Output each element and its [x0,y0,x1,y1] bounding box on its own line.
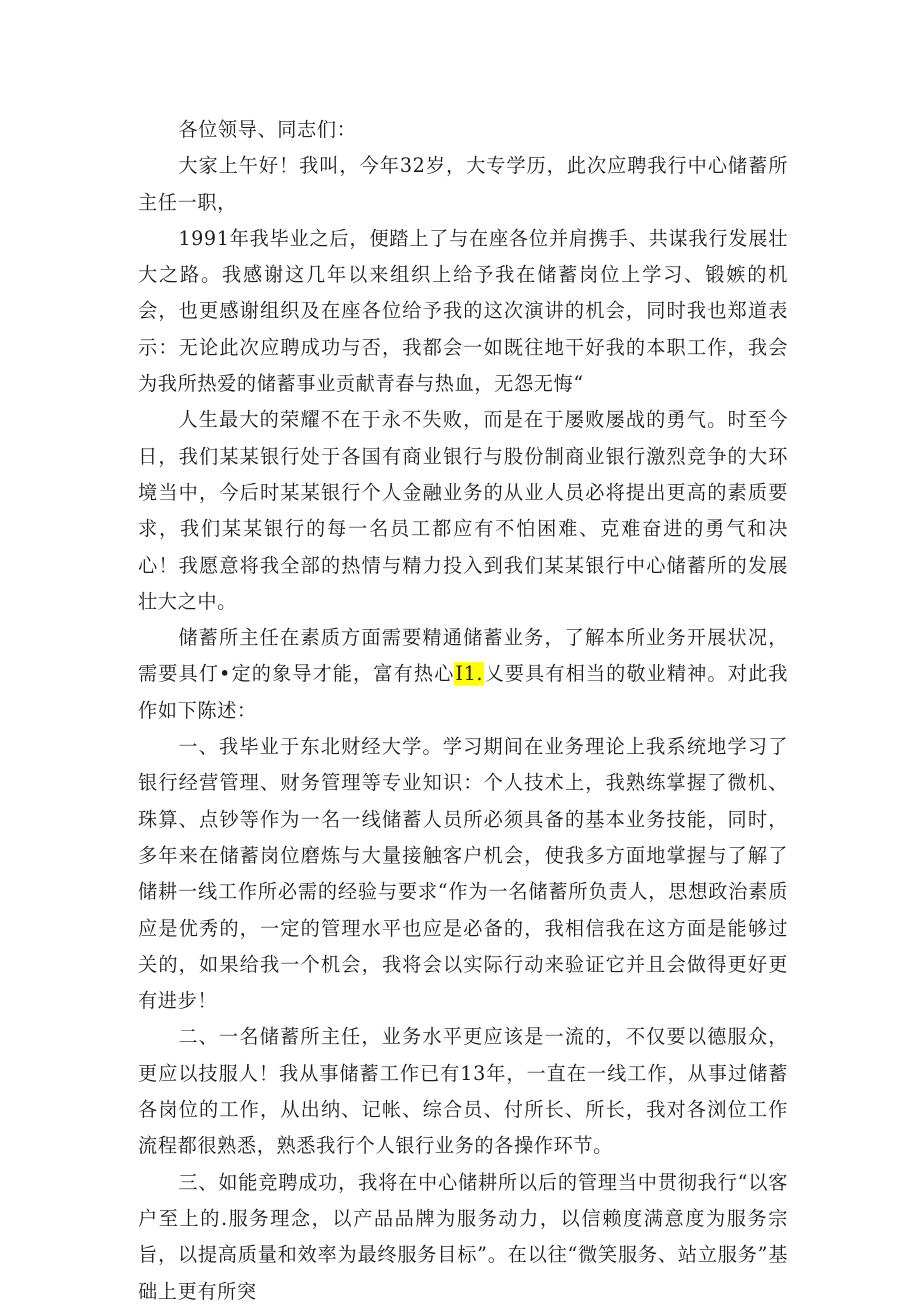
paragraph-point-one: 一、我毕业于东北财经大学。学习期间在业务理论上我系统地学习了银行经营管理、财务管理等专业知识：个人技术上，我熟练掌握了微机、珠算、点钞等作为一名一线储蓄人员所必须具备的基本业务技能，同时，多年来在储蓄岗位磨炼与大量接触客户机会，使我多方面地掌握与了解了储耕一线工作所必需的经验与要求“作为一名储蓄所负责人，思想政治素质应是优秀的，一定的管理水平也应是必备的，我相信我在这方面是能够过关的，如果给我一个机会，我将会以实际行动来验证它并且会做得更好更有进步！ [138,735,788,1013]
highlighted-text: I1. [455,662,484,686]
salutation: 各位领导、同志们： [178,118,357,141]
paragraph-intro: 大家上午好！我叫，今年32岁，大专学历，此次应聘我行中心储蓄所主任一职， [138,154,788,214]
document-body [138,112,788,1310]
paragraph-point-two: 二、一名储蓄所主任，业务水平更应该是一流的，不仅要以德服众，更应以技服人！我从事储蓄工作已有13年，一直在一线工作，从事过储蓄各岗位的工作，从出纳、记帐、综合员、付所长、所长，我对各浏位工作流程都很熟悉，熟悉我行个人银行业务的各操作环节。 [138,1025,788,1158]
paragraph-courage: 人生最大的荣耀不在于永不失败，而是在于屡败屡战的勇气。时至今日，我们某某银行处于各国有商业银行与股份制商业银行激烈竞争的大环境当中，今后时某某银行个人金融业务的从业人员必将提出更高的素质要求，我们某某银行的每一名员工都应有不怕困难、克难奋进的勇气和决心！我愿意将我全部的热情与精力投入到我们某某银行中心储蓄所的发展壮大之中。 [138,408,788,613]
requirements-text-before: 储蓄所主任在素质方面需要精通储蓄业务，了解本所业务开展状况，需要具仃•定的象导才能，富有热心 [138,626,788,686]
paragraph-point-three: 三、如能竞聘成功，我将在中心储耕所以后的管理当中贯彻我行“以客户至上的.服务理念，以产品品牌为服务动力，以信赖度满意度为服务宗旨，以提高质量和效率为最终服务目标”。在以往“微笑服务、站立服务”基础上更有所突 [138,1170,788,1303]
requirements-text-after: 乂要具有相当的敬业精神。对此我作如下陈述： [138,662,789,722]
paragraph-career: 1991年我毕业之后，便踏上了与在座各位并肩携手、共谋我行发展壮大之路。我感谢这几年以来组织上给予我在储蓄岗位上学习、锻嫉的机会，也更感谢组织及在座各位给予我的这次演讲的机会，同时我也郑道表示：无论此次应聘成功与否，我都会一如既往地干好我的本职工作，我会为我所热爱的储蓄事业贡献青春与热血，无怨无悔“ [138,226,788,396]
paragraph-requirements [138,620,788,729]
